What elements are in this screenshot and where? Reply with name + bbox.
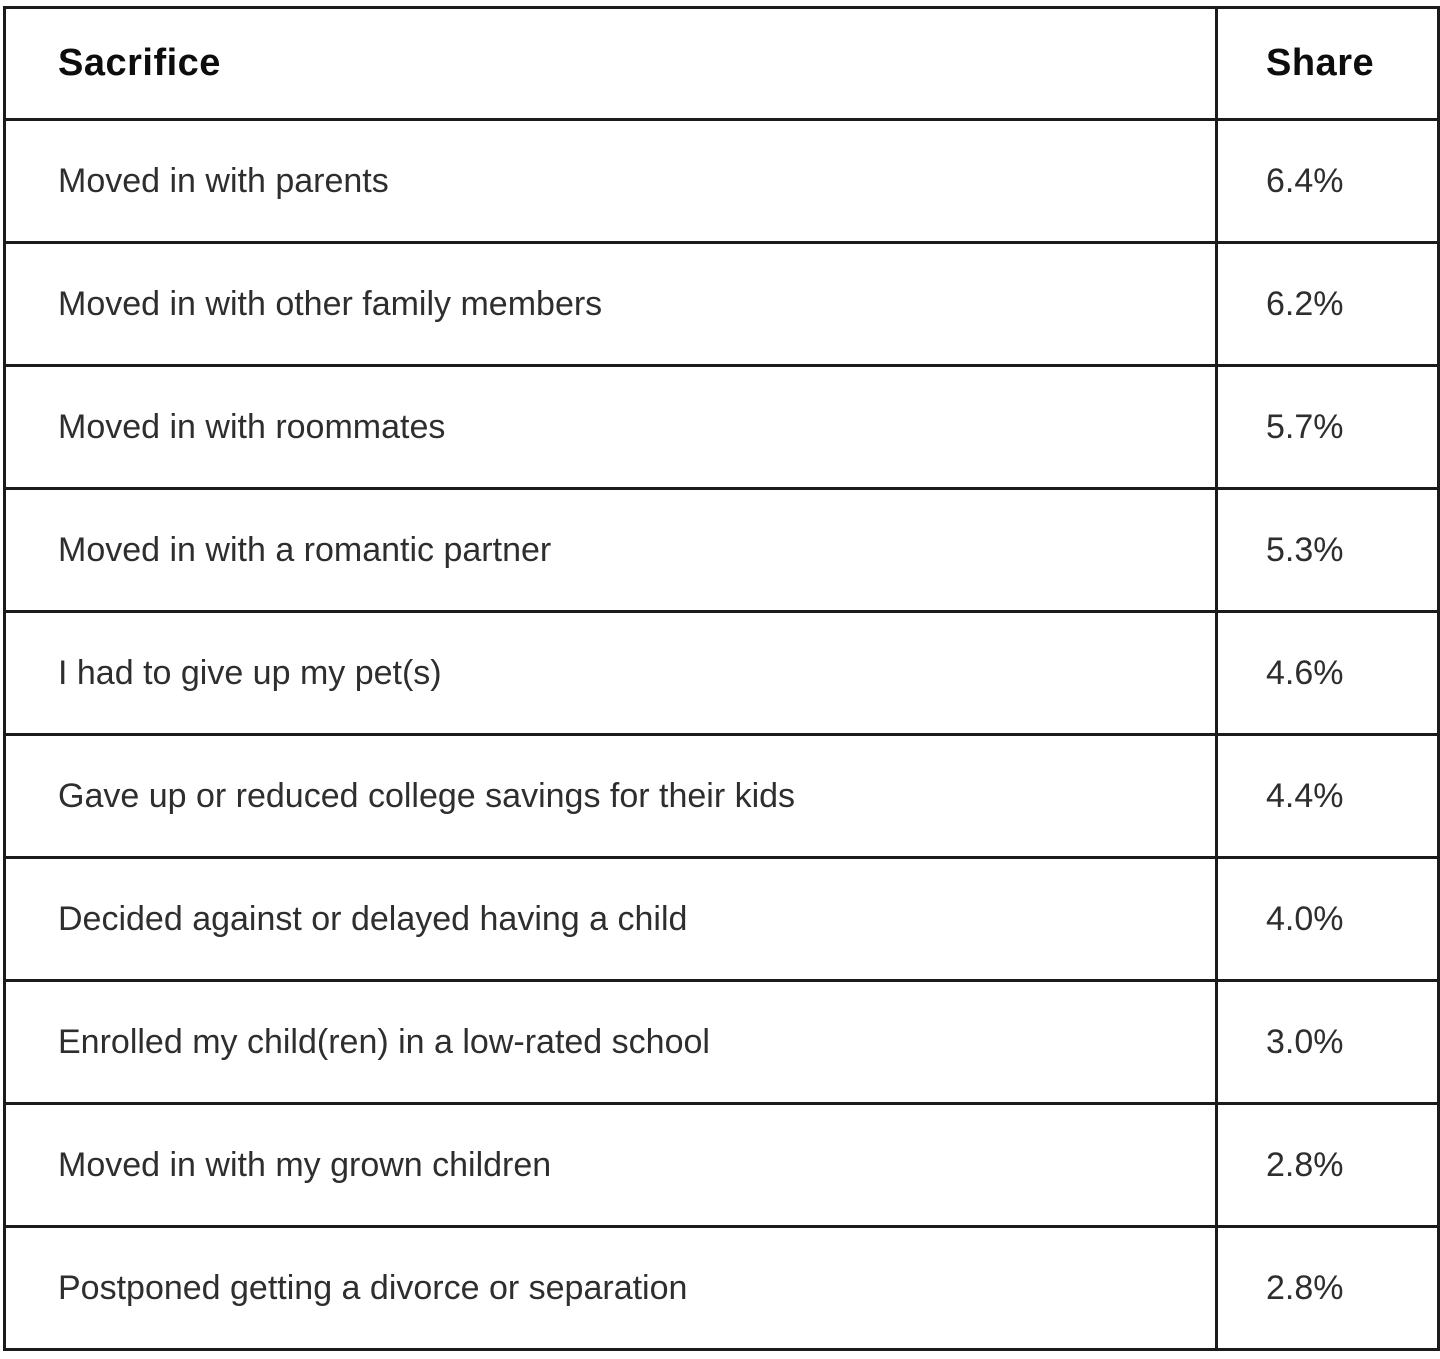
share-cell: 5.3%: [1217, 489, 1439, 612]
column-header-share: Share: [1217, 8, 1439, 120]
share-cell: 6.4%: [1217, 120, 1439, 243]
table-row: [5, 1104, 1439, 1227]
sacrifice-cell: Moved in with my grown children: [5, 1104, 1217, 1227]
share-cell: 5.7%: [1217, 366, 1439, 489]
column-header-sacrifice: Sacrifice: [5, 8, 1217, 120]
share-cell: 2.8%: [1217, 1227, 1439, 1350]
share-cell: 4.0%: [1217, 858, 1439, 981]
table-row: [5, 366, 1439, 489]
table-row: [5, 612, 1439, 735]
share-cell: 4.4%: [1217, 735, 1439, 858]
sacrifice-cell: Postponed getting a divorce or separation: [5, 1227, 1217, 1350]
table-row: [5, 120, 1439, 243]
share-cell: 4.6%: [1217, 612, 1439, 735]
sacrifice-cell: I had to give up my pet(s): [5, 612, 1217, 735]
table-row: [5, 1227, 1439, 1350]
sacrifice-cell: Moved in with parents: [5, 120, 1217, 243]
sacrifice-cell: Moved in with roommates: [5, 366, 1217, 489]
sacrifice-cell: Gave up or reduced college savings for their kids: [5, 735, 1217, 858]
table-body: [5, 120, 1439, 1350]
table-row: [5, 489, 1439, 612]
sacrifice-share-table: [3, 6, 1440, 1351]
table-row: [5, 243, 1439, 366]
share-cell: 2.8%: [1217, 1104, 1439, 1227]
share-cell: 3.0%: [1217, 981, 1439, 1104]
header-row: [5, 8, 1439, 120]
sacrifice-cell: Moved in with other family members: [5, 243, 1217, 366]
sacrifice-cell: Enrolled my child(ren) in a low-rated school: [5, 981, 1217, 1104]
sacrifice-cell: Moved in with a romantic partner: [5, 489, 1217, 612]
table-row: [5, 735, 1439, 858]
share-cell: 6.2%: [1217, 243, 1439, 366]
table-row: [5, 858, 1439, 981]
table-row: [5, 981, 1439, 1104]
sacrifice-cell: Decided against or delayed having a child: [5, 858, 1217, 981]
